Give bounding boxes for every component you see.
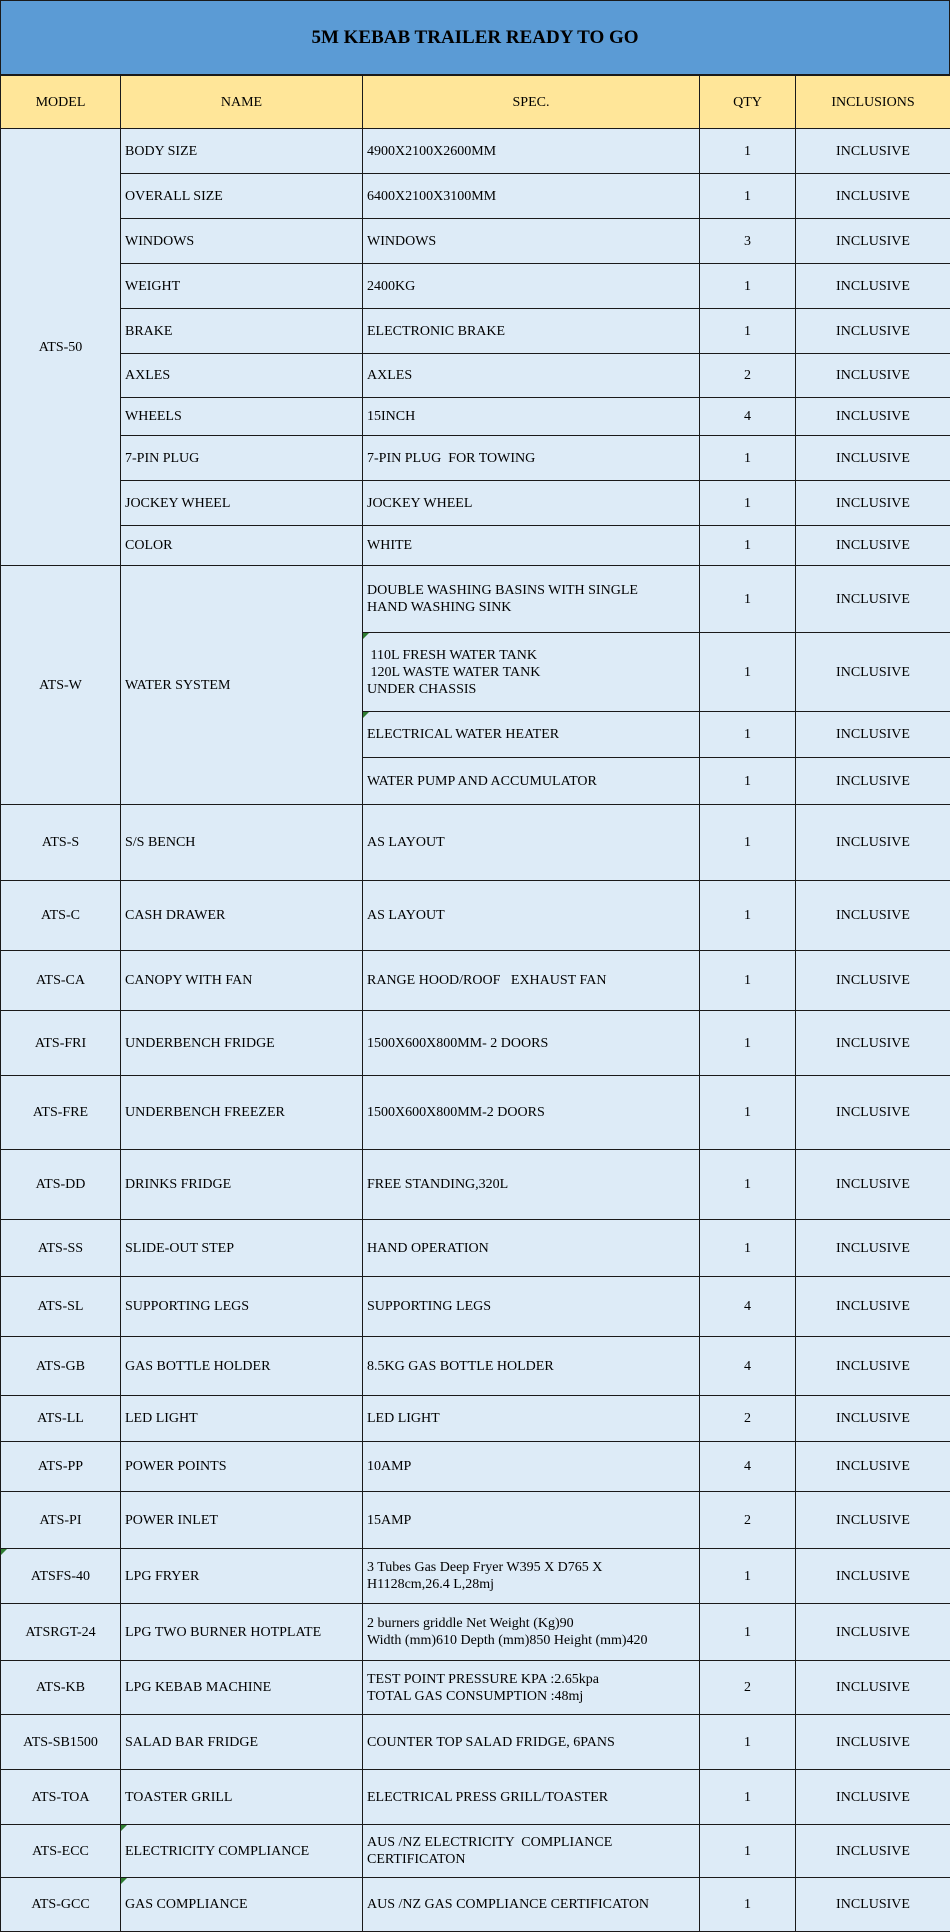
cell-name: GAS BOTTLE HOLDER: [121, 1337, 363, 1396]
cell-spec: [363, 219, 700, 264]
cell-model: ATS-GB: [1, 1337, 121, 1396]
cell-name: LED LIGHT: [121, 1396, 363, 1442]
cell-model: ATS-PI: [1, 1492, 121, 1549]
cell-qty: 1: [700, 951, 796, 1011]
cell-qty: 1: [700, 264, 796, 309]
cell-qty: 2: [700, 1492, 796, 1549]
header-row: [1, 76, 950, 129]
cell-model: ATS-CA: [1, 951, 121, 1011]
cell-model: ATS-TOA: [1, 1770, 121, 1825]
spec-line: HAND WASHING SINK: [367, 599, 695, 616]
cell-qty: 1: [700, 526, 796, 566]
cell-qty: 1: [700, 436, 796, 481]
cell-name: WATER SYSTEM: [121, 566, 363, 805]
header-model: MODEL: [1, 76, 121, 129]
spec-line: Width (mm)610 Depth (mm)850 Height (mm)420: [367, 1632, 695, 1649]
cell-inclusions: INCLUSIVE: [796, 264, 950, 309]
spec-line: AXLES: [367, 367, 695, 384]
spec-line: JOCKEY WHEEL: [367, 495, 695, 512]
cell-inclusions: INCLUSIVE: [796, 1220, 950, 1277]
cell-spec: [363, 1878, 700, 1932]
table-row: [1, 1337, 950, 1396]
cell-spec: [363, 129, 700, 174]
cell-inclusions: INCLUSIVE: [796, 1878, 950, 1932]
cell-inclusions: INCLUSIVE: [796, 758, 950, 805]
cell-name: UNDERBENCH FRIDGE: [121, 1011, 363, 1076]
cell-spec: [363, 436, 700, 481]
cell-model: ATS-ECC: [1, 1825, 121, 1878]
cell-qty: 1: [700, 805, 796, 881]
spec-line: 1500X600X800MM- 2 DOORS: [367, 1035, 695, 1052]
cell-qty: 2: [700, 354, 796, 398]
cell-name: LPG KEBAB MACHINE: [121, 1661, 363, 1715]
cell-inclusions: INCLUSIVE: [796, 1715, 950, 1770]
spec-line: DOUBLE WASHING BASINS WITH SINGLE: [367, 582, 695, 599]
table-row: [1, 951, 950, 1011]
cell-inclusions: INCLUSIVE: [796, 1396, 950, 1442]
spec-line: RANGE HOOD/ROOF EXHAUST FAN: [367, 972, 695, 989]
cell-inclusions: INCLUSIVE: [796, 1770, 950, 1825]
cell-model: ATS-FRE: [1, 1076, 121, 1150]
table-row: [1, 398, 950, 436]
cell-spec: [363, 1442, 700, 1492]
cell-qty: 1: [700, 633, 796, 712]
cell-inclusions: INCLUSIVE: [796, 1076, 950, 1150]
cell-name: CASH DRAWER: [121, 881, 363, 951]
cell-spec: [363, 526, 700, 566]
cell-inclusions: INCLUSIVE: [796, 1011, 950, 1076]
cell-inclusions: INCLUSIVE: [796, 1277, 950, 1337]
cell-name: SUPPORTING LEGS: [121, 1277, 363, 1337]
cell-spec: [363, 398, 700, 436]
cell-spec: [363, 712, 700, 758]
spec-line: ELECTRICAL PRESS GRILL/TOASTER: [367, 1789, 695, 1806]
cell-qty: 1: [700, 1549, 796, 1604]
spec-line: COUNTER TOP SALAD FRIDGE, 6PANS: [367, 1734, 695, 1751]
cell-spec: [363, 633, 700, 712]
spec-line: H1128cm,26.4 L,28mj: [367, 1576, 695, 1593]
table-row: [1, 354, 950, 398]
cell-inclusions: INCLUSIVE: [796, 1492, 950, 1549]
cell-spec: [363, 1277, 700, 1337]
cell-qty: 2: [700, 1661, 796, 1715]
cell-inclusions: INCLUSIVE: [796, 1661, 950, 1715]
cell-qty: 1: [700, 881, 796, 951]
sheet-title: 5M KEBAB TRAILER READY TO GO: [0, 0, 950, 75]
spec-line: 15INCH: [367, 408, 695, 425]
cell-name: DRINKS FRIDGE: [121, 1150, 363, 1220]
cell-spec: [363, 1604, 700, 1661]
cell-qty: 1: [700, 712, 796, 758]
cell-model: ATS-KB: [1, 1661, 121, 1715]
cell-model: ATS-C: [1, 881, 121, 951]
cell-name: SALAD BAR FRIDGE: [121, 1715, 363, 1770]
cell-inclusions: INCLUSIVE: [796, 805, 950, 881]
cell-name: WHEELS: [121, 398, 363, 436]
cell-spec: [363, 1396, 700, 1442]
cell-spec: [363, 1011, 700, 1076]
cell-qty: 1: [700, 481, 796, 526]
cell-spec: [363, 1715, 700, 1770]
cell-inclusions: INCLUSIVE: [796, 1604, 950, 1661]
cell-spec: [363, 951, 700, 1011]
spec-line: 2400KG: [367, 278, 695, 295]
cell-inclusions: INCLUSIVE: [796, 309, 950, 354]
table-row: [1, 881, 950, 951]
cell-qty: 1: [700, 1825, 796, 1878]
cell-spec: [363, 264, 700, 309]
table-row: [1, 805, 950, 881]
cell-inclusions: INCLUSIVE: [796, 1337, 950, 1396]
cell-spec: [363, 354, 700, 398]
cell-model: ATS-DD: [1, 1150, 121, 1220]
table-row: [1, 1011, 950, 1076]
cell-spec: [363, 566, 700, 633]
spec-line: UNDER CHASSIS: [367, 681, 695, 698]
cell-inclusions: INCLUSIVE: [796, 712, 950, 758]
cell-model: ATS-PP: [1, 1442, 121, 1492]
table-row: [1, 1825, 950, 1878]
cell-inclusions: INCLUSIVE: [796, 436, 950, 481]
cell-spec: [363, 758, 700, 805]
spec-line: ELECTRICAL WATER HEATER: [367, 726, 695, 743]
cell-qty: 1: [700, 1878, 796, 1932]
cell-qty: 1: [700, 758, 796, 805]
table-row: [1, 1220, 950, 1277]
cell-name: POWER INLET: [121, 1492, 363, 1549]
cell-qty: 1: [700, 1076, 796, 1150]
spec-line: 4900X2100X2600MM: [367, 143, 695, 160]
spec-line: 7-PIN PLUG FOR TOWING: [367, 450, 695, 467]
table-row: [1, 1770, 950, 1825]
table-row: [1, 1715, 950, 1770]
cell-inclusions: INCLUSIVE: [796, 129, 950, 174]
cell-qty: 1: [700, 1715, 796, 1770]
cell-model: ATS-SS: [1, 1220, 121, 1277]
cell-inclusions: INCLUSIVE: [796, 1442, 950, 1492]
spec-line: TOTAL GAS CONSUMPTION :48mj: [367, 1688, 695, 1705]
cell-inclusions: INCLUSIVE: [796, 951, 950, 1011]
table-row: [1, 309, 950, 354]
cell-spec: [363, 881, 700, 951]
cell-spec: [363, 481, 700, 526]
cell-qty: 1: [700, 129, 796, 174]
cell-inclusions: INCLUSIVE: [796, 1549, 950, 1604]
cell-model: ATS-50: [1, 129, 121, 566]
cell-name: ELECTRICITY COMPLIANCE: [121, 1825, 363, 1878]
spec-line: 1500X600X800MM-2 DOORS: [367, 1104, 695, 1121]
cell-name: BODY SIZE: [121, 129, 363, 174]
cell-inclusions: INCLUSIVE: [796, 633, 950, 712]
cell-inclusions: INCLUSIVE: [796, 1150, 950, 1220]
table-row: [1, 129, 950, 174]
cell-name: AXLES: [121, 354, 363, 398]
table-row: [1, 1492, 950, 1549]
table-row: [1, 264, 950, 309]
cell-spec: [363, 1492, 700, 1549]
cell-inclusions: INCLUSIVE: [796, 174, 950, 219]
cell-name: LPG FRYER: [121, 1549, 363, 1604]
cell-name: UNDERBENCH FREEZER: [121, 1076, 363, 1150]
spec-line: FREE STANDING,320L: [367, 1176, 695, 1193]
cell-name: S/S BENCH: [121, 805, 363, 881]
spec-line: LED LIGHT: [367, 1410, 695, 1427]
cell-inclusions: INCLUSIVE: [796, 481, 950, 526]
spec-line: 8.5KG GAS BOTTLE HOLDER: [367, 1358, 695, 1375]
header-spec: SPEC.: [363, 76, 700, 129]
cell-spec: [363, 174, 700, 219]
cell-spec: [363, 1549, 700, 1604]
table-row: [1, 1661, 950, 1715]
spec-line: 3 Tubes Gas Deep Fryer W395 X D765 X: [367, 1559, 695, 1576]
spec-line: 15AMP: [367, 1512, 695, 1529]
spec-line: AUS /NZ ELECTRICITY COMPLIANCE: [367, 1834, 695, 1851]
cell-model: ATS-FRI: [1, 1011, 121, 1076]
table-row: [1, 436, 950, 481]
cell-spec: [363, 1076, 700, 1150]
header-inclusions: INCLUSIONS: [796, 76, 950, 129]
spec-line: TEST POINT PRESSURE KPA :2.65kpa: [367, 1671, 695, 1688]
spec-line: 6400X2100X3100MM: [367, 188, 695, 205]
cell-qty: 1: [700, 1770, 796, 1825]
cell-spec: [363, 1661, 700, 1715]
table-row: [1, 1396, 950, 1442]
spec-line: WHITE: [367, 537, 695, 554]
table-row: [1, 526, 950, 566]
cell-spec: [363, 1770, 700, 1825]
spec-line: WINDOWS: [367, 233, 695, 250]
cell-qty: 1: [700, 1604, 796, 1661]
cell-inclusions: INCLUSIVE: [796, 566, 950, 633]
spec-line: 10AMP: [367, 1458, 695, 1475]
cell-qty: 1: [700, 174, 796, 219]
cell-qty: 1: [700, 1011, 796, 1076]
cell-qty: 3: [700, 219, 796, 264]
header-name: NAME: [121, 76, 363, 129]
table-body: [1, 129, 950, 1932]
cell-name: WEIGHT: [121, 264, 363, 309]
table-row: [1, 174, 950, 219]
spec-line: HAND OPERATION: [367, 1240, 695, 1257]
table-row: [1, 1604, 950, 1661]
spec-line: 2 burners griddle Net Weight (Kg)90: [367, 1615, 695, 1632]
cell-model: ATS-GCC: [1, 1878, 121, 1932]
spec-line: WATER PUMP AND ACCUMULATOR: [367, 773, 695, 790]
table-row: [1, 1076, 950, 1150]
spec-line: AUS /NZ GAS COMPLIANCE CERTIFICATON: [367, 1896, 695, 1913]
spec-line: ELECTRONIC BRAKE: [367, 323, 695, 340]
cell-model: ATS-W: [1, 566, 121, 805]
cell-name: TOASTER GRILL: [121, 1770, 363, 1825]
cell-name: LPG TWO BURNER HOTPLATE: [121, 1604, 363, 1661]
cell-inclusions: INCLUSIVE: [796, 398, 950, 436]
cell-name: POWER POINTS: [121, 1442, 363, 1492]
cell-name: JOCKEY WHEEL: [121, 481, 363, 526]
cell-model: ATSFS-40: [1, 1549, 121, 1604]
cell-qty: 4: [700, 398, 796, 436]
cell-spec: [363, 805, 700, 881]
spec-line: AS LAYOUT: [367, 834, 695, 851]
table-row: [1, 1549, 950, 1604]
cell-spec: [363, 1220, 700, 1277]
cell-qty: 1: [700, 309, 796, 354]
cell-spec: [363, 1825, 700, 1878]
cell-qty: 1: [700, 566, 796, 633]
spec-line: SUPPORTING LEGS: [367, 1298, 695, 1315]
table-row: [1, 566, 950, 633]
cell-qty: 4: [700, 1337, 796, 1396]
spec-line: 110L FRESH WATER TANK: [367, 647, 695, 664]
cell-name: WINDOWS: [121, 219, 363, 264]
header-qty: QTY: [700, 76, 796, 129]
cell-model: ATSRGT-24: [1, 1604, 121, 1661]
cell-qty: 1: [700, 1150, 796, 1220]
cell-model: ATS-LL: [1, 1396, 121, 1442]
spec-line: CERTIFICATON: [367, 1851, 695, 1868]
cell-name: SLIDE-OUT STEP: [121, 1220, 363, 1277]
cell-name: CANOPY WITH FAN: [121, 951, 363, 1011]
table-row: [1, 481, 950, 526]
cell-spec: [363, 1337, 700, 1396]
cell-qty: 1: [700, 1220, 796, 1277]
cell-inclusions: INCLUSIVE: [796, 881, 950, 951]
cell-name: OVERALL SIZE: [121, 174, 363, 219]
table-row: [1, 1277, 950, 1337]
cell-qty: 4: [700, 1442, 796, 1492]
table-row: [1, 1442, 950, 1492]
cell-inclusions: INCLUSIVE: [796, 1825, 950, 1878]
cell-spec: [363, 309, 700, 354]
cell-name: COLOR: [121, 526, 363, 566]
cell-model: ATS-S: [1, 805, 121, 881]
cell-inclusions: INCLUSIVE: [796, 526, 950, 566]
table-row: [1, 1150, 950, 1220]
cell-inclusions: INCLUSIVE: [796, 219, 950, 264]
table-row: [1, 1878, 950, 1932]
cell-name: 7-PIN PLUG: [121, 436, 363, 481]
cell-inclusions: INCLUSIVE: [796, 354, 950, 398]
spec-table: [0, 75, 950, 1932]
table-row: [1, 219, 950, 264]
cell-qty: 4: [700, 1277, 796, 1337]
spec-line: 120L WASTE WATER TANK: [367, 664, 695, 681]
cell-model: ATS-SL: [1, 1277, 121, 1337]
cell-name: BRAKE: [121, 309, 363, 354]
cell-name: GAS COMPLIANCE: [121, 1878, 363, 1932]
cell-spec: [363, 1150, 700, 1220]
cell-model: ATS-SB1500: [1, 1715, 121, 1770]
cell-qty: 2: [700, 1396, 796, 1442]
spec-line: AS LAYOUT: [367, 907, 695, 924]
